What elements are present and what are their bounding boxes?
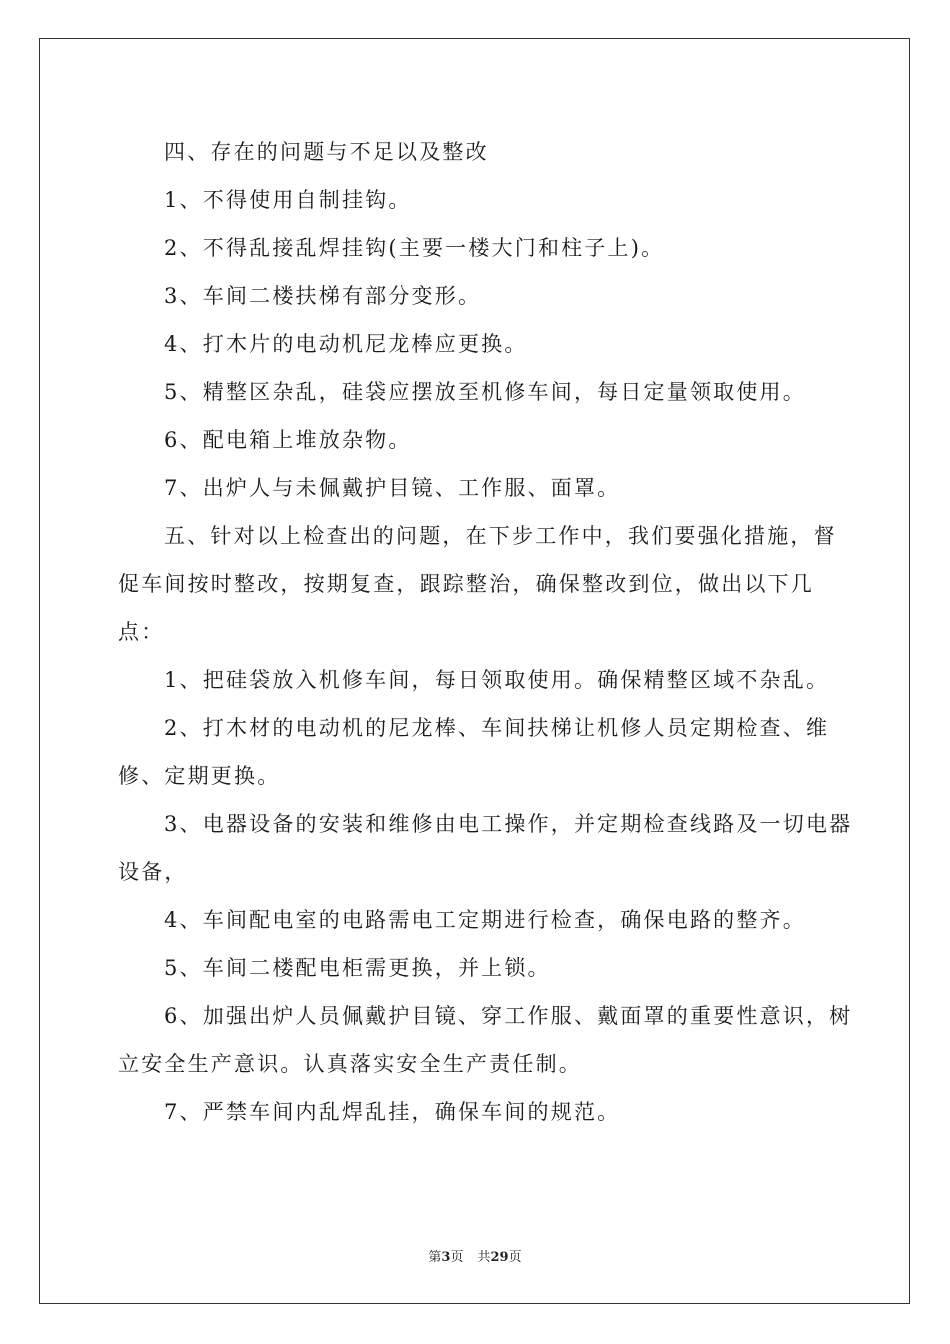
measure-item-3: 3、电器设备的安装和维修由电工操作，并定期检查线路及一切电器设备， <box>118 812 853 884</box>
issue-item-1: 1、不得使用自制挂钩。 <box>164 188 412 212</box>
section-heading-5: 五、针对以上检查出的问题，在下步工作中，我们要强化措施，督促车间按时整改，按期复查，跟踪整治，确保整改到位，做出以下几点： <box>118 524 837 644</box>
measure-item-4: 4、车间配电室的电路需电工定期进行检查，确保电路的整齐。 <box>164 908 806 932</box>
page-footer <box>0 1248 950 1268</box>
measure-item-5: 5、车间二楼配电柜需更换，并上锁。 <box>164 956 551 980</box>
measure-item-1: 1、把硅袋放入机修车间，每日领取使用。确保精整区域不杂乱。 <box>164 668 830 692</box>
issue-item-4: 4、打木片的电动机尼龙棒应更换。 <box>164 332 528 356</box>
section-heading-4: 四、存在的问题与不足以及整改 <box>164 140 489 164</box>
page-total: 29 <box>490 1250 509 1265</box>
issue-item-6: 6、配电箱上堆放杂物。 <box>164 428 412 452</box>
issue-item-2: 2、不得乱接乱焊挂钩(主要一楼大门和柱子上)。 <box>164 236 665 260</box>
page-current: 3 <box>441 1250 451 1265</box>
measure-item-7: 7、严禁车间内乱焊乱挂，确保车间的规范。 <box>164 1100 621 1124</box>
page-suffix: 页 <box>450 1250 464 1265</box>
measure-item-2: 2、打木材的电动机的尼龙棒、车间扶梯让机修人员定期检查、维修、定期更换。 <box>118 716 830 788</box>
issue-item-5: 5、精整区杂乱，硅袋应摆放至机修车间，每日定量领取使用。 <box>164 380 806 404</box>
page-prefix: 第 <box>428 1250 442 1265</box>
issue-item-7: 7、出炉人与未佩戴护目镜、工作服、面罩。 <box>164 476 621 500</box>
total-prefix: 共 <box>477 1250 491 1265</box>
total-suffix: 页 <box>508 1250 522 1265</box>
measure-item-6: 6、加强出炉人员佩戴护目镜、穿工作服、戴面罩的重要性意识，树立安全生产意识。认真落实安全生产责任制。 <box>118 1004 853 1076</box>
issue-item-3: 3、车间二楼扶梯有部分变形。 <box>164 284 482 308</box>
document-body <box>118 128 858 1136</box>
